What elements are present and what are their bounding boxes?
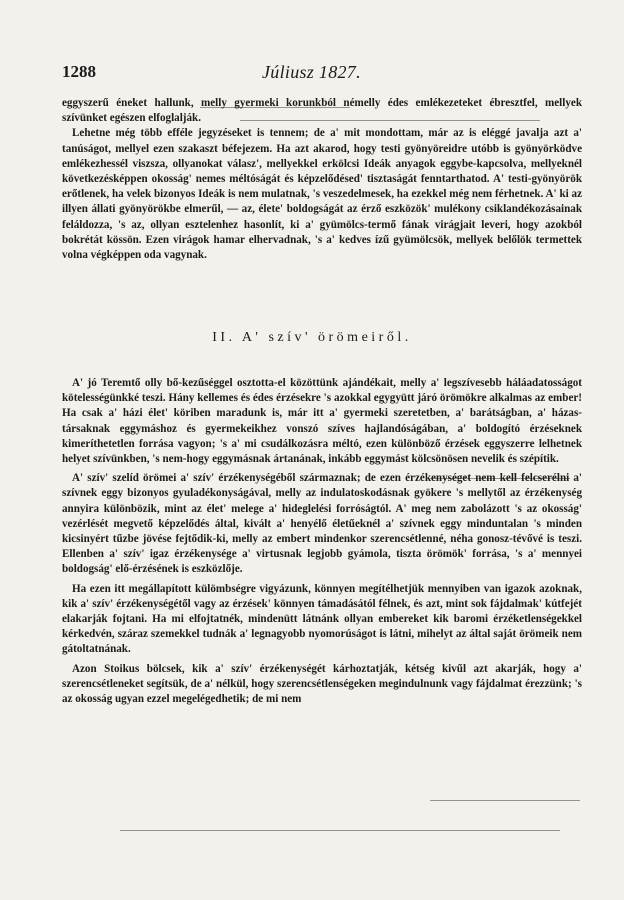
- text-block-section: [62, 376, 582, 711]
- underline-mark: [120, 830, 560, 831]
- paragraph: A' jó Teremtő olly bő-kezűséggel osztotta-el közöttünk ajándékait, melly a' legszívesebb háláadatosságot kötelességünkké teszi. Hány kellemes és édes érzésekre 's azokkal egygyütt járó örömökre alkalmas az ember! Ha csak a' házi élet' köriben maradunk is, már itt a' gyermeki szeretetben, a' barátságban, a' házas-társaknak eggymáshoz és gyermekeikhez vonszó szíves hajlandóságában, a' boldogító érzéseknek kimeríthetetlen forrása vagyon; 's a' mi csudálkozásra méltó, ezen különböző érzések eggyszerre lelhetnek helyet szívünkben, 's nem-hogy eggymásnak ártanának, inkább eggymást kölcsönösen nevelik és szépítik.: [62, 377, 582, 466]
- paragraph: Azon Stoikus bölcsek, kik a' szív' érzékenységét kárhoztatják, kétség kivűl azt akarják, hogy a' szerencsétleneket segítsük, de a' nélkül, hogy szerencsétlenségeken megindulnunk vagy fájdalmat érezzünk; 's az okosság ugyan ezzel megelégedhetik; de mi nem: [62, 662, 582, 706]
- underline-mark: [430, 800, 580, 801]
- text-block-continuation: [62, 96, 582, 263]
- running-title: Júliusz 1827.: [262, 62, 361, 82]
- section-heading: II. A' szív' örömeiről.: [212, 330, 412, 345]
- paragraph: eggyszerű éneket hallunk, melly gyermeki korunkból némelly édes emlékezeteket ébresztfel, mellyek szívünket egészen elfoglalják.: [62, 97, 582, 125]
- page-header: [0, 62, 624, 90]
- paragraph: A' szív' szelíd örömei a' szív' érzékenységéből származnak; de ezen érzékenységet nem kell felcserélni a' szívnek eggy bizonyos gyuladékonyságával, melly az indulatoskodásnak gyökere 's mellytől az érzékenység annyira különbözik, mint az élet' melege a' hideglelési forróságtól. A' meg nem zabolázott 's az okosság' vezérlését megvető képzelődés által, kivált a' henyélő életűeknél a' szívnek eggy minduntalan 's minden kicsinyért tűzbe jövése fejtődik-ki, melly az embert mindenkor szerencsétlenné, néha gonosz-tévővé is teszi. Ellenben a' szív' igaz érzékenysége a' virtusnak legjobb gyámola, tiszta örömök' forrása, 's a' mennyei boldogság' elő-érzésének is eszközlője.: [62, 472, 582, 576]
- page-number: 1288: [62, 62, 96, 81]
- paragraph: Lehetne még több efféle jegyzéseket is tennem; de a' mit mondottam, már az is eléggé javalja azt a' tanúságot, mellyel ezen szakaszt béfejezem. Ha azt akarod, hogy testi gyönyöreidre utóbb is gyönyörködve emlékezhessél viszsza, ollyanokat válasz', mellyekkel erkölcsi Ideák anyagok eggybe-kapcsolva, mellyeknél következésképpen okosság' nemes méltóságát és képzelődésed' tisztaságát fenntarthatod. A' testi-gyönyörök erőtlenek, ha velek bizonyos Ideák is nem mulatnak, 's veszedelmesek, ha ezekkel még nem férhetnek. A' ki az illyen állati gyönyörökbe elmerűl, — az, élete' boldogságát az érző eszközök' mulékony csiklandékozásainak feláldozza, 's az, ollyan esztelenhez hasonlít, ki a' gyümölcs-termő fának virágjait leveri, hogy azokból bokrétát kössön. Ezen virágok hamar elhervadnak, 's a' kedves ízű gyümölcsök, mellyek belőlök termettek volna végképpen oda vagynak.: [62, 127, 582, 262]
- paragraph: Ha ezen itt megállapított külömbségre vigyázunk, könnyen megítélhetjük mennyiben van igazok azoknak, kik a' szív' érzékenységétől vagy az érzések' könnyen támadásától félnek, és azt, mint sok fájdalmak' kútfejét elakarják fojtani. Ha mi elfojtatnék, mindenütt látnánk ollyan embereket kik baromi érzéketlenségekkel kérkedvén, száraz szemekkel tudnák a' legnagyobb nyomorúságot is látni, mihelyt az által saját örömeik nem gátoltatnának.: [62, 582, 582, 656]
